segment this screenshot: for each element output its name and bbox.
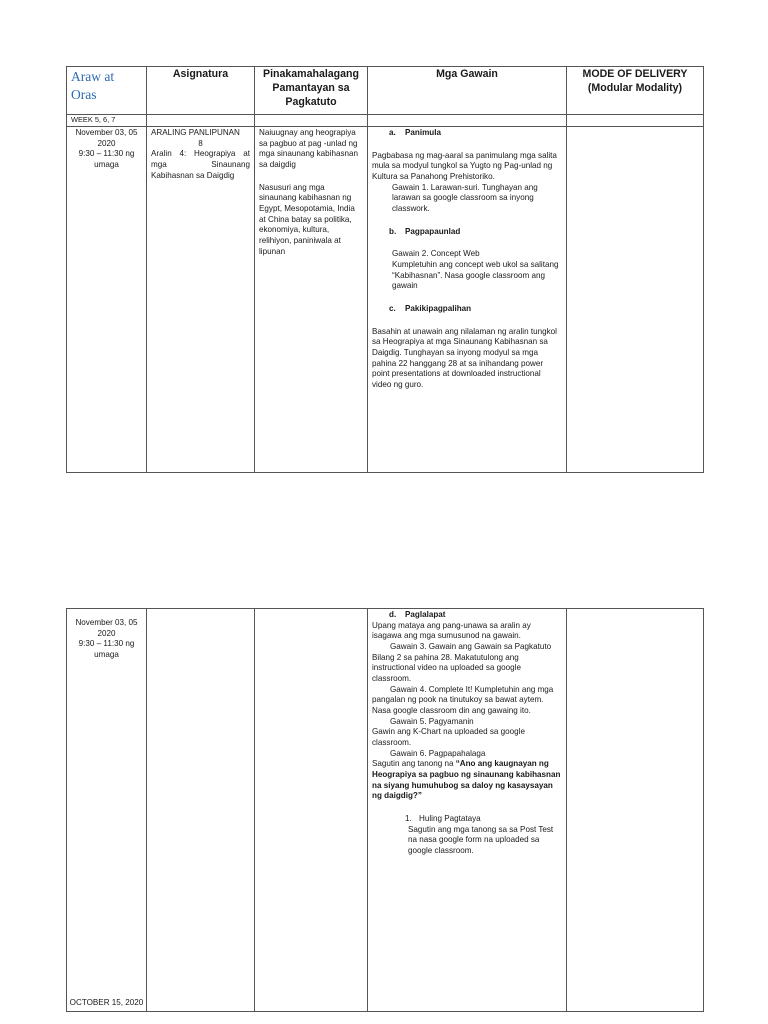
section-b-heading: b. Pagpapaunlad [389,226,461,236]
numbered-item-1: 1. Huling Pagtataya [405,814,481,824]
lesson-plan-table-1 [66,66,704,473]
header-asignatura: Asignatura [147,67,255,115]
numbered-item-1-text: Sagutin ang mga tanong sa sa Post Test na nasa google form na uploaded sa google classroom. [408,824,554,856]
time-text-2: 9:30 – 11:30 ng umaga [78,639,135,660]
header-araw-at-oras: Araw at Oras [67,67,147,115]
competency-2: Nasusuri ang mga sinaunang kabihasnan ng Egypt, Mesopotamia, India at China batay sa politika, ekonomiya, kultura, relihiyon, paniniwala at lipunan [259,182,355,256]
subject-cell [147,126,255,472]
gawain-1: Gawain 1. Larawan-suri. Tunghayan ang larawan sa google classroom sa inyong classwork. [392,182,538,213]
section-c-text: Basahin at unawain ang nilalaman ng aralin tungkol sa Heograpiya at mga Sinaunang Kabihasnan sa Daigdig. Tunghayan sa inyong modyul sa mga pahina 22 hanggang 28 at sa inihandang power point presentations at downloaded instructional video ng guro. [372,326,557,389]
section-a-heading: a. Panimula [389,127,441,137]
date-text-2: November 03, 05 2020 [75,618,138,638]
competency-1: Naiuugnay ang heograpiya sa pagbuo at pag -unlad ng mga sinaunang kabihasnan sa daigdig [259,127,358,169]
gawain-3: Gawain 3. Gawain ang Gawain sa Pagkatuto Bilang 2 sa pahina 28. Makatutulong ang instructional video na uploaded sa google classroom. [372,642,552,684]
gawain-6-title: Gawain 6. Pagpapahalaga [390,748,486,758]
section-d-intro: Upang mataya ang pang-unawa sa aralin ay isagawa ang mga sumusunod na gawain. [372,620,531,641]
competency-cell-2 [255,609,368,1012]
gawain-6-text: Sagutin ang tanong na “Ano ang kaugnayan ng Heograpiya sa pagbuo ng sinaunang kabihasnan na siyang humuhubog sa daloy ng kasaysayan ng daigdig?” [372,759,561,801]
lesson-plan-table-2 [66,608,704,1012]
subject-grade: 8 [198,138,203,148]
header-pinakamahalagang: Pinakamahalagang Pamantayan sa Pagkatuto [255,67,368,115]
time-text: 9:30 – 11:30 ng umaga [78,149,135,169]
activities-cell [368,126,567,472]
section-a-text: Pagbabasa ng mag-aaral sa panimulang mga salita mula sa modyul tungkol sa Yugto ng Pag-unlad ng Kultura sa Panahong Prehistoriko. [372,150,557,181]
bottom-date: OCTOBER 15, 2020 [69,998,144,1008]
gawain-2-title: Gawain 2. Concept Web [392,249,480,259]
gawain-4: Gawain 4. Complete It! Kumpletuhin ang mga pangalan ng pook na tinutukoy sa bawat aytem. Nasa google classroom din ang gawaing ito. [372,684,554,716]
gawain-2-text: Kumpletuhin ang concept web ukol sa salitang “Kabihasnan”. Nasa google classroom ang gawain [392,259,559,291]
aralin-title: Aralin 4: Heograpiya at mga Sinaunang Kabihasnan sa Daigdig [151,149,250,180]
date-text: November 03, 05 2020 [75,127,138,148]
mode-cell-2 [567,609,704,1012]
competency-cell [255,126,368,472]
gawain-6-question: “Ano ang kaugnayan ng Heograpiya sa pagbuo ng sinaunang kabihasnan na siyang humuhubog sa daloy ng kasaysayan ng daigdig?” [372,759,561,801]
header-mga-gawain: Mga Gawain [368,67,567,115]
section-d-heading: d. Paglalapat [389,610,446,619]
mode-cell [567,126,704,472]
section-c-heading: c. Pakikipagpalihan [389,303,472,313]
week-label: WEEK 5, 6, 7 [67,115,147,127]
date-time-cell-2 [67,609,147,1012]
subject-name: ARALING PANLIPUNAN [151,127,240,137]
date-time-cell [67,126,147,472]
gawain-5-text: Gawin ang K-Chart na uploaded sa google classroom. [372,727,525,748]
gawain-5-title: Gawain 5. Pagyamanin [390,716,474,726]
header-mode-of-delivery: MODE OF DELIVERY (Modular Modality) [567,67,704,115]
subject-cell-2 [147,609,255,1012]
activities-cell-2 [368,609,567,1012]
